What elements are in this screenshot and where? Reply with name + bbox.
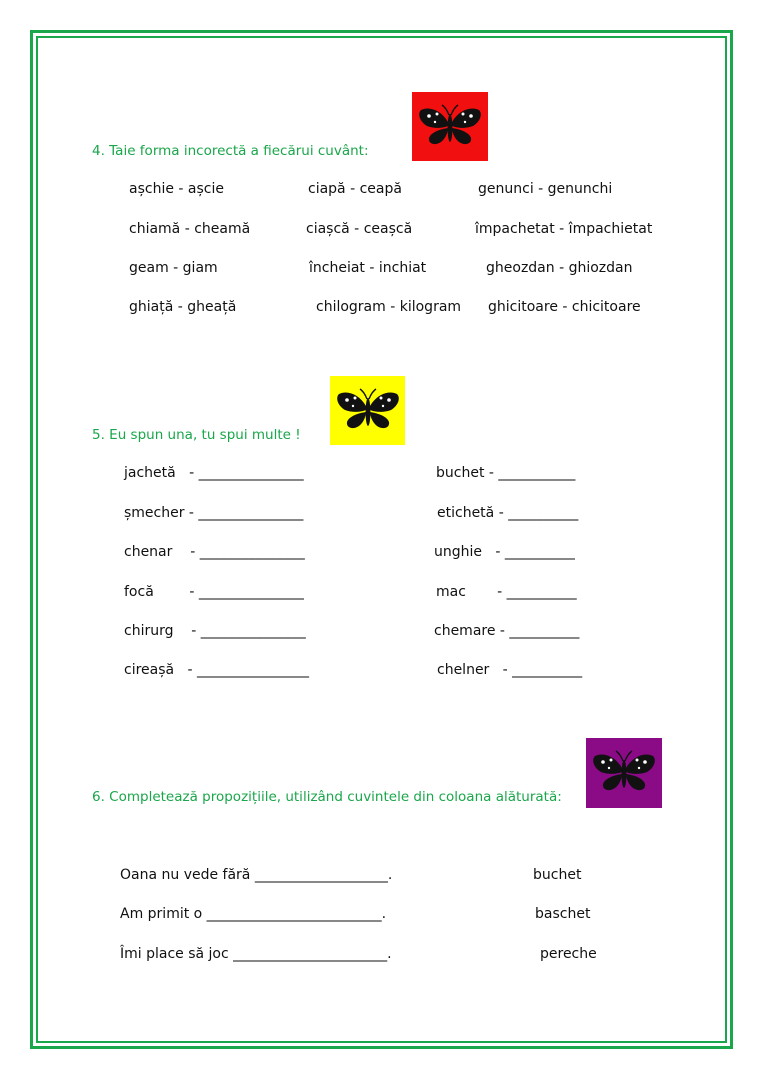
word-pair: împachetat - împachietat xyxy=(475,221,653,237)
word-pair: ghicitoare - chicitoare xyxy=(488,299,641,315)
word-option: buchet xyxy=(533,867,582,883)
butterfly-icon xyxy=(417,104,483,150)
plural-left-item: cireașă - ________________ xyxy=(124,662,309,678)
section4-butterfly-box xyxy=(412,92,488,161)
plural-right-item: mac - __________ xyxy=(436,584,577,600)
word-option: baschet xyxy=(535,906,591,922)
plural-right-item: chelner - __________ xyxy=(437,662,583,678)
plural-left-item: focă - _______________ xyxy=(124,584,304,600)
plural-right-item: chemare - __________ xyxy=(434,623,580,639)
sentence: Am primit o _________________________. xyxy=(120,906,387,922)
section5-heading: 5. Eu spun una, tu spui multe ! xyxy=(92,427,301,443)
butterfly-icon xyxy=(591,750,657,796)
sentence: Oana nu vede fără ___________________. xyxy=(120,867,393,883)
sentence: Îmi place să joc ______________________. xyxy=(120,946,392,962)
word-pair: gheozdan - ghiozdan xyxy=(486,260,633,276)
plural-left-item: chirurg - _______________ xyxy=(124,623,306,639)
section6-heading: 6. Completează propozițiile, utilizând cuvintele din coloana alăturată: xyxy=(92,789,562,805)
section5-butterfly-box xyxy=(330,376,405,445)
word-pair: ghiață - gheață xyxy=(129,299,237,315)
word-option: pereche xyxy=(540,946,597,962)
plural-left-item: chenar - _______________ xyxy=(124,544,305,560)
section4-heading: 4. Taie forma incorectă a fiecărui cuvânt: xyxy=(92,143,369,159)
plural-left-item: șmecher - _______________ xyxy=(124,505,304,521)
butterfly-icon xyxy=(335,388,401,434)
word-pair: geam - giam xyxy=(129,260,218,276)
word-pair: chiamă - cheamă xyxy=(129,221,251,237)
word-pair: chilogram - kilogram xyxy=(316,299,462,315)
plural-right-item: unghie - __________ xyxy=(434,544,575,560)
plural-right-item: buchet - ___________ xyxy=(436,465,576,481)
plural-left-item: jachetă - _______________ xyxy=(124,465,304,481)
word-pair: ciașcă - ceașcă xyxy=(306,221,413,237)
section6-butterfly-box xyxy=(586,738,662,808)
word-pair: ciapă - ceapă xyxy=(308,181,402,197)
plural-right-item: etichetă - __________ xyxy=(437,505,579,521)
word-pair: încheiat - inchiat xyxy=(309,260,427,276)
word-pair: genunci - genunchi xyxy=(478,181,613,197)
word-pair: așchie - așcie xyxy=(129,181,224,197)
